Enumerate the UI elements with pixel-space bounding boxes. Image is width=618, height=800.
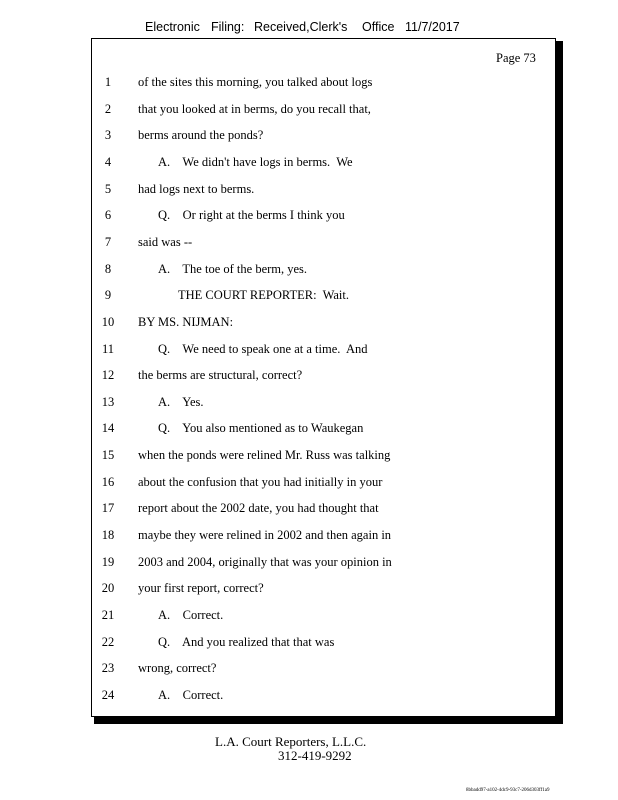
line-number: 4 (104, 154, 112, 169)
line-text: Q. And you realized that that was (158, 634, 335, 649)
line-number: 17 (101, 501, 115, 516)
line-number: 20 (101, 581, 115, 596)
line-text: had logs next to berms. (138, 181, 255, 196)
transcript-line (0, 528, 618, 548)
filing-stamp-date: 11/7/2017 (405, 20, 460, 34)
transcript-line (0, 395, 618, 415)
line-text: when the ponds were relined Mr. Russ was talking (138, 448, 391, 463)
footer-company: L.A. Court Reporters, L.L.C. (215, 734, 367, 749)
transcript-line (0, 475, 618, 495)
line-number: 13 (101, 394, 115, 409)
line-text: Q. You also mentioned as to Waukegan (158, 421, 364, 436)
transcript-line (0, 128, 618, 148)
line-text: Q. Or right at the berms I think you (158, 208, 345, 223)
filing-stamp-word: Electronic (145, 20, 200, 34)
filing-stamp-word: Filing: (211, 20, 245, 34)
line-number: 16 (101, 474, 115, 489)
transcript-line (0, 235, 618, 255)
transcript-line (0, 501, 618, 521)
page-number: Page 73 (496, 51, 536, 65)
line-number: 23 (101, 661, 115, 676)
line-number: 19 (101, 554, 115, 569)
line-text: 2003 and 2004, originally that was your opinion in (138, 554, 392, 569)
transcript-line (0, 102, 618, 122)
line-text: said was -- (138, 234, 193, 249)
transcript-line (0, 208, 618, 228)
line-number: 2 (104, 101, 112, 116)
line-number: 5 (104, 181, 112, 196)
line-text: about the confusion that you had initially in your (138, 474, 383, 489)
line-number: 15 (101, 448, 115, 463)
line-text: of the sites this morning, you talked about logs (138, 75, 373, 89)
transcript-line (0, 421, 618, 441)
line-number: 9 (104, 288, 112, 303)
line-number: 6 (104, 208, 112, 223)
line-number: 12 (101, 368, 115, 383)
transcript-line (0, 75, 618, 95)
line-text: berms around the ponds? (138, 128, 264, 143)
filing-stamp-word: Received,Clerk's (254, 20, 348, 34)
line-number: 21 (101, 608, 115, 622)
line-number: 8 (104, 261, 112, 276)
line-text: maybe they were relined in 2002 and then again in (138, 528, 392, 543)
line-number: 24 (101, 687, 115, 702)
line-number: 18 (101, 528, 115, 543)
transcript-line (0, 581, 618, 601)
line-text: wrong, correct? (138, 661, 217, 676)
transcript-line (0, 635, 618, 655)
line-text: A. Correct. (158, 687, 224, 702)
line-number: 14 (101, 421, 115, 436)
line-number: 3 (104, 128, 112, 143)
transcript-line (0, 608, 618, 628)
line-text: A. The toe of the berm, yes. (158, 261, 308, 276)
line-text: THE COURT REPORTER: Wait. (178, 288, 349, 303)
line-number: 1 (104, 75, 112, 89)
line-number: 22 (101, 634, 115, 649)
document-id: 8bbadd97-a102-4dc9-93c7-206d303ff1a9 (466, 788, 550, 793)
line-number: 11 (101, 341, 115, 356)
line-number: 7 (104, 234, 112, 249)
line-text: that you looked at in berms, do you recall that, (138, 101, 371, 116)
transcript-line (0, 288, 618, 308)
transcript-line (0, 555, 618, 575)
transcript-line (0, 155, 618, 175)
line-text: A. We didn't have logs in berms. We (158, 154, 353, 169)
transcript-line (0, 262, 618, 282)
line-text: BY MS. NIJMAN: (138, 314, 234, 329)
transcript-line (0, 661, 618, 681)
line-text: the berms are structural, correct? (138, 368, 303, 383)
transcript-line (0, 315, 618, 335)
line-text: A. Correct. (158, 608, 224, 622)
line-number: 10 (101, 314, 115, 329)
filing-stamp-word: Office (362, 20, 395, 34)
transcript-line (0, 182, 618, 202)
transcript-line (0, 342, 618, 362)
transcript-line (0, 448, 618, 468)
transcript-line (0, 368, 618, 388)
line-text: your first report, correct? (138, 581, 264, 596)
line-text: A. Yes. (158, 394, 204, 409)
line-text: Q. We need to speak one at a time. And (158, 341, 368, 356)
filing-stamp-header (0, 20, 618, 36)
transcript-line (0, 688, 618, 708)
line-text: report about the 2002 date, you had thought that (138, 501, 379, 516)
footer-phone: 312-419-9292 (278, 748, 352, 763)
